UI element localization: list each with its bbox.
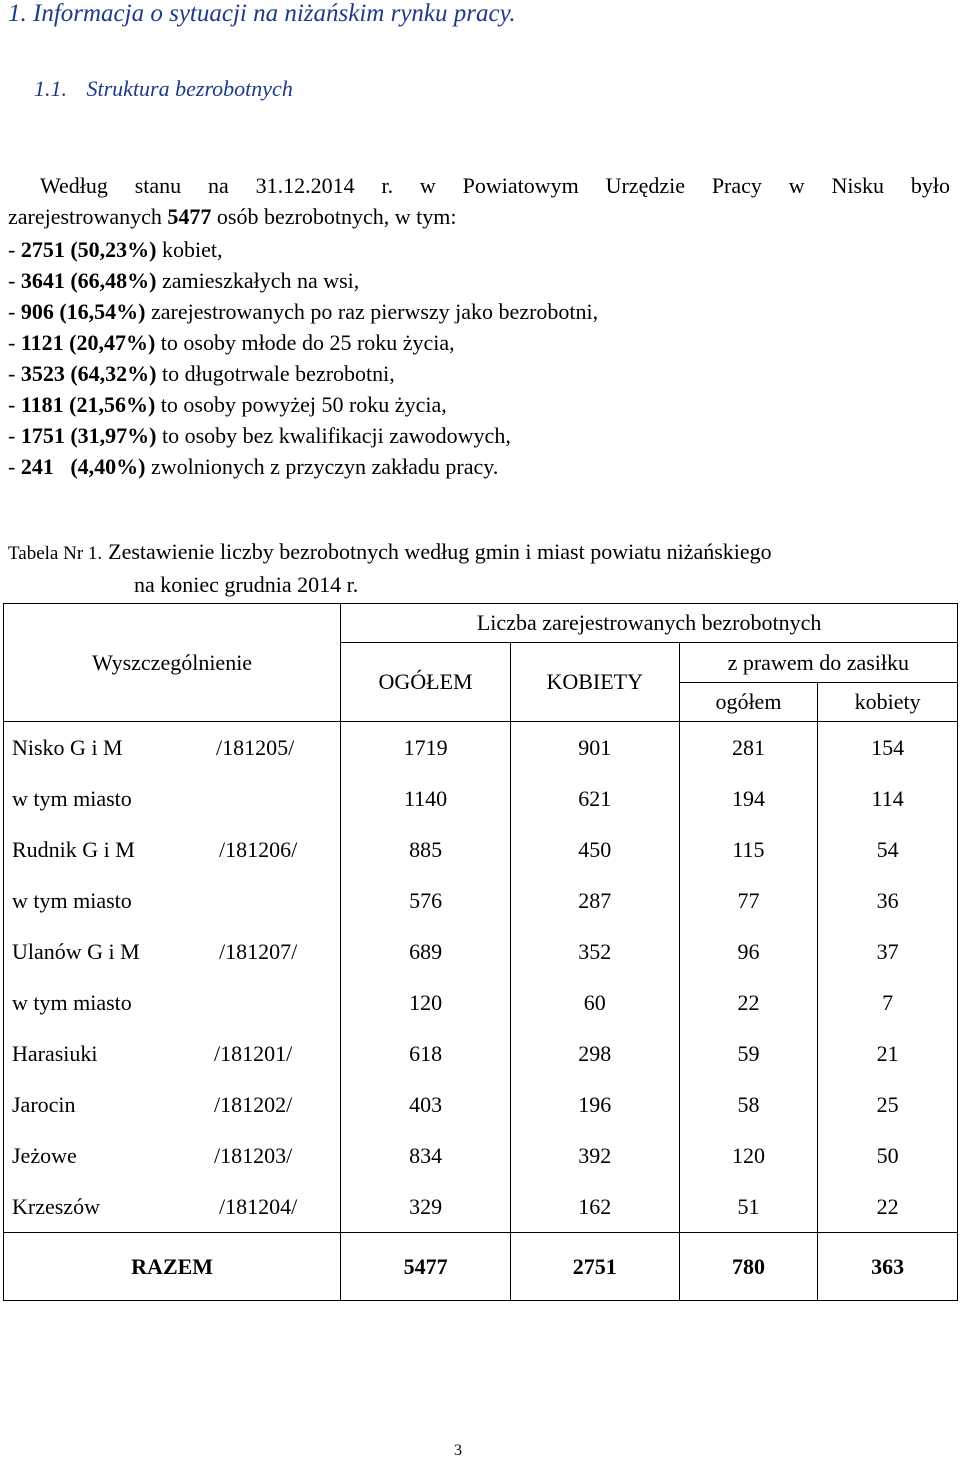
cell-zas-ogolem: 281 xyxy=(679,722,818,774)
list-item xyxy=(8,420,598,451)
total-kobiety: 2751 xyxy=(510,1233,679,1301)
section-heading xyxy=(8,0,516,28)
intro-line-2-pre: zarejestrowanych xyxy=(8,204,168,229)
row-name: Jarocin xyxy=(12,1091,76,1117)
header-kobiety: KOBIETY xyxy=(510,643,679,722)
list-dash: - xyxy=(8,454,21,479)
list-value: 241 (4,40%) xyxy=(20,454,146,479)
cell-ogolem: 618 xyxy=(341,1028,511,1079)
header-z-prawem-do-zasilku: z prawem do zasiłku xyxy=(679,643,957,683)
row-name: Nisko G i M xyxy=(12,734,123,760)
cell-zas-kobiety: 50 xyxy=(818,1130,958,1181)
cell-zas-kobiety: 154 xyxy=(818,722,958,774)
list-value: 1121 (20,47%) xyxy=(20,330,156,355)
list-item xyxy=(8,234,598,265)
list-item xyxy=(8,327,598,358)
cell-kobiety: 162 xyxy=(510,1181,679,1233)
cell-zas-kobiety: 7 xyxy=(818,977,958,1028)
list-text: zarejestrowanych po raz pierwszy jako bezrobotni, xyxy=(145,299,599,324)
table-header-row xyxy=(4,604,958,643)
cell-kobiety: 60 xyxy=(510,977,679,1028)
table-row xyxy=(4,824,958,875)
header-sub-kobiety: kobiety xyxy=(818,683,958,722)
cell-zas-ogolem: 77 xyxy=(679,875,818,926)
cell-ogolem: 689 xyxy=(341,926,511,977)
table-row xyxy=(4,773,958,824)
list-text: to osoby młode do 25 roku życia, xyxy=(155,330,455,355)
section-number: 1. xyxy=(8,0,27,27)
row-name: w tym miasto xyxy=(12,785,132,811)
cell-kobiety: 450 xyxy=(510,824,679,875)
cell-ogolem: 403 xyxy=(341,1079,511,1130)
cell-ogolem: 576 xyxy=(341,875,511,926)
row-code: /181203/ xyxy=(214,1142,293,1168)
intro-paragraph xyxy=(8,170,950,232)
list-text: zamieszkałych na wsi, xyxy=(156,268,360,293)
statistics-list xyxy=(8,234,598,482)
subsection-number: 1.1. xyxy=(34,76,67,101)
list-dash: - xyxy=(8,423,21,448)
cell-zas-ogolem: 120 xyxy=(679,1130,818,1181)
page-number: 3 xyxy=(454,1442,462,1459)
list-value: 1181 (21,56%) xyxy=(20,392,156,417)
cell-ogolem: 885 xyxy=(341,824,511,875)
row-name-cell xyxy=(4,926,341,977)
cell-kobiety: 196 xyxy=(510,1079,679,1130)
cell-kobiety: 352 xyxy=(510,926,679,977)
row-name: Krzeszów xyxy=(12,1193,100,1219)
list-dash: - xyxy=(8,330,21,355)
intro-line-1: Według stanu na 31.12.2014 r. w Powiatowym Urzędzie Pracy w Nisku było xyxy=(40,173,950,198)
cell-zas-ogolem: 58 xyxy=(679,1079,818,1130)
list-text: to osoby powyżej 50 roku życia, xyxy=(155,392,447,417)
row-code: /181205/ xyxy=(216,734,295,760)
header-ogolem: OGÓŁEM xyxy=(341,643,511,722)
unemployment-table xyxy=(3,603,958,1301)
cell-kobiety: 287 xyxy=(510,875,679,926)
table-row xyxy=(4,1028,958,1079)
row-name-cell xyxy=(4,1130,341,1181)
row-name: Rudnik G i M xyxy=(12,836,135,862)
cell-kobiety: 621 xyxy=(510,773,679,824)
list-item xyxy=(8,265,598,296)
list-dash: - xyxy=(8,361,21,386)
list-value: 3523 (64,32%) xyxy=(20,361,157,386)
row-name-cell xyxy=(4,1028,341,1079)
list-item xyxy=(8,451,598,482)
cell-zas-ogolem: 194 xyxy=(679,773,818,824)
row-code: /181206/ xyxy=(219,836,298,862)
cell-ogolem: 834 xyxy=(341,1130,511,1181)
total-ogolem: 5477 xyxy=(341,1233,511,1301)
subsection-title: Struktura bezrobotnych xyxy=(86,76,293,101)
cell-zas-kobiety: 36 xyxy=(818,875,958,926)
list-text: to długotrwale bezrobotni, xyxy=(156,361,395,386)
row-name: w tym miasto xyxy=(12,887,132,913)
section-title: Informacja o sytuacji na niżańskim rynku pracy. xyxy=(33,0,516,27)
table-label: Tabela Nr 1. xyxy=(8,543,103,564)
row-name: Jeżowe xyxy=(12,1142,77,1168)
row-name-cell xyxy=(4,875,341,926)
table-caption-line-2: na koniec grudnia 2014 r. xyxy=(134,572,359,597)
cell-ogolem: 1140 xyxy=(341,773,511,824)
table-total-row xyxy=(4,1233,958,1301)
row-code: /181201/ xyxy=(214,1040,293,1066)
row-name-cell xyxy=(4,773,341,824)
row-name-cell xyxy=(4,722,341,774)
list-dash: - xyxy=(8,299,21,324)
cell-zas-ogolem: 115 xyxy=(679,824,818,875)
row-name-cell xyxy=(4,824,341,875)
cell-zas-kobiety: 37 xyxy=(818,926,958,977)
row-name: w tym miasto xyxy=(12,989,132,1015)
row-name: Ulanów G i M xyxy=(12,938,140,964)
header-wyszczegolnienie: Wyszczególnienie xyxy=(4,604,341,722)
list-value: 1751 (31,97%) xyxy=(20,423,157,448)
row-name: Harasiuki xyxy=(12,1040,98,1066)
total-zas-kobiety: 363 xyxy=(818,1233,958,1301)
row-code: /181207/ xyxy=(219,938,298,964)
cell-kobiety: 298 xyxy=(510,1028,679,1079)
list-dash: - xyxy=(8,237,21,262)
cell-zas-kobiety: 22 xyxy=(818,1181,958,1233)
table-caption-line-1: Zestawienie liczby bezrobotnych według gmin i miast powiatu niżańskiego xyxy=(108,539,772,564)
cell-ogolem: 329 xyxy=(341,1181,511,1233)
total-label: RAZEM xyxy=(4,1233,341,1301)
table-row xyxy=(4,977,958,1028)
table-row xyxy=(4,1130,958,1181)
table-row xyxy=(4,875,958,926)
list-text: zwolnionych z przyczyn zakładu pracy. xyxy=(145,454,499,479)
table-row xyxy=(4,1079,958,1130)
row-name-cell xyxy=(4,1079,341,1130)
row-name-cell xyxy=(4,1181,341,1233)
row-code: /181202/ xyxy=(214,1091,293,1117)
total-zas-ogolem: 780 xyxy=(679,1233,818,1301)
list-text: to osoby bez kwalifikacji zawodowych, xyxy=(156,423,511,448)
list-item xyxy=(8,358,598,389)
list-value: 2751 (50,23%) xyxy=(20,237,157,262)
row-name-cell xyxy=(4,977,341,1028)
table-row xyxy=(4,926,958,977)
list-value: 906 (16,54%) xyxy=(20,299,146,324)
total-unemployed: 5477 xyxy=(167,204,212,229)
row-code: /181204/ xyxy=(219,1193,298,1219)
table-row xyxy=(4,1181,958,1233)
cell-ogolem: 1719 xyxy=(341,722,511,774)
table-caption xyxy=(8,536,772,600)
list-text: kobiet, xyxy=(156,237,223,262)
list-item xyxy=(8,296,598,327)
cell-zas-kobiety: 54 xyxy=(818,824,958,875)
intro-line-2 xyxy=(8,201,950,232)
cell-ogolem: 120 xyxy=(341,977,511,1028)
subsection-heading xyxy=(34,76,293,102)
cell-zas-ogolem: 96 xyxy=(679,926,818,977)
cell-zas-ogolem: 22 xyxy=(679,977,818,1028)
cell-zas-ogolem: 59 xyxy=(679,1028,818,1079)
list-item xyxy=(8,389,598,420)
cell-zas-kobiety: 114 xyxy=(818,773,958,824)
intro-line-2-post: osób bezrobotnych, w tym: xyxy=(211,204,457,229)
cell-kobiety: 392 xyxy=(510,1130,679,1181)
list-dash: - xyxy=(8,268,21,293)
header-group: Liczba zarejestrowanych bezrobotnych xyxy=(341,604,958,643)
list-value: 3641 (66,48%) xyxy=(20,268,157,293)
header-sub-ogolem: ogółem xyxy=(679,683,818,722)
table-row xyxy=(4,722,958,774)
cell-zas-kobiety: 21 xyxy=(818,1028,958,1079)
cell-zas-kobiety: 25 xyxy=(818,1079,958,1130)
cell-zas-ogolem: 51 xyxy=(679,1181,818,1233)
list-dash: - xyxy=(8,392,21,417)
cell-kobiety: 901 xyxy=(510,722,679,774)
